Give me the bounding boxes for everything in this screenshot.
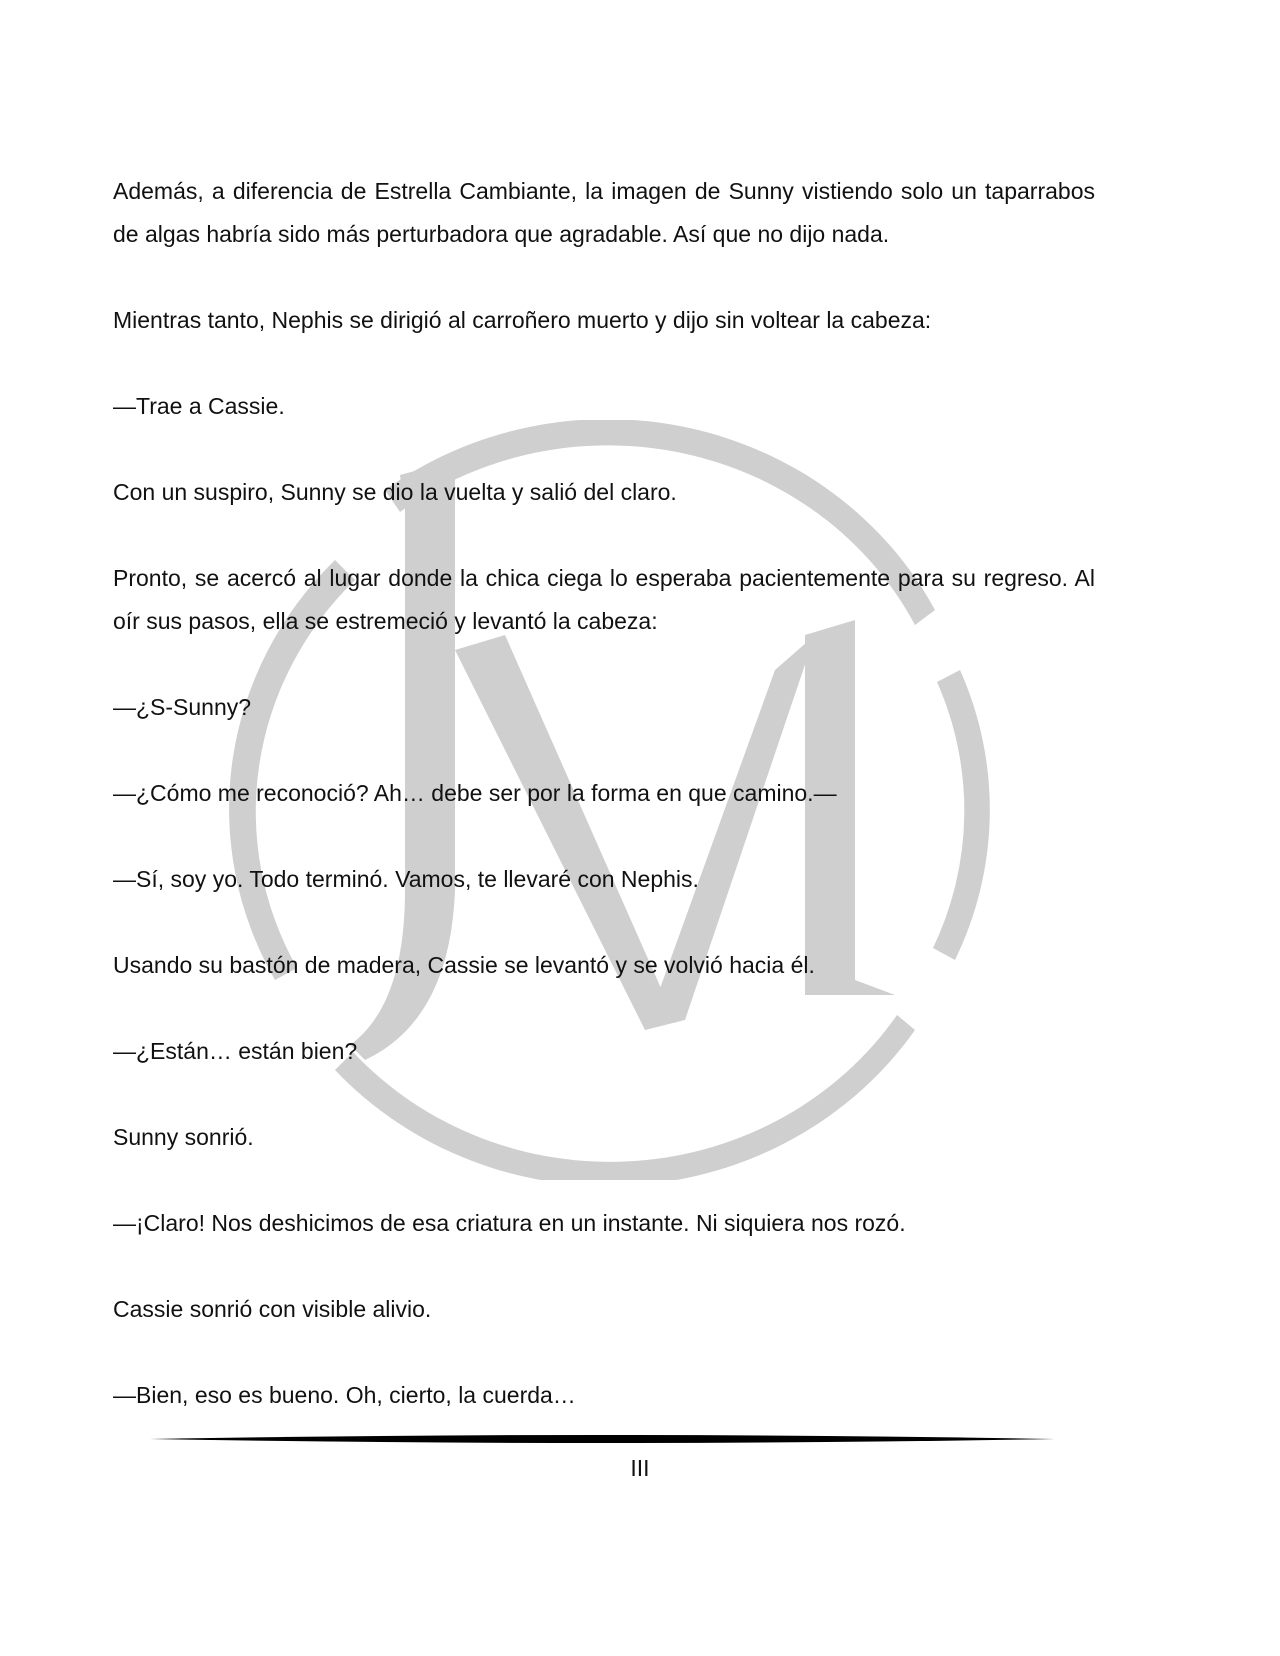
paragraph: Sunny sonrió. [113,1124,254,1150]
paragraph: Además, a diferencia de Estrella Cambiante, la imagen de Sunny vistiendo solo un taparrabos de algas habría sido más perturbadora que agradable. Así que no dijo nada. [113,178,1095,247]
paragraph: —Sí, soy yo. Todo terminó. Vamos, te llevaré con Nephis. [113,866,699,892]
paragraph: —¿Están… están bien? [113,1038,358,1064]
document-body [113,170,1095,1460]
page-number: III [630,1455,650,1481]
paragraph: Mientras tanto, Nephis se dirigió al carroñero muerto y dijo sin voltear la cabeza: [113,307,932,333]
paragraph: Con un suspiro, Sunny se dio la vuelta y salió del claro. [113,479,677,505]
page-divider [150,1432,1055,1446]
paragraph: —Trae a Cassie. [113,393,285,419]
paragraph: Cassie sonrió con visible alivio. [113,1296,432,1322]
paragraph: Usando su bastón de madera, Cassie se levantó y se volvió hacia él. [113,952,815,978]
paragraph: —¿S-Sunny? [113,694,252,720]
paragraph: —¡Claro! Nos deshicimos de esa criatura en un instante. Ni siquiera nos rozó. [113,1210,906,1236]
paragraph: —¿Cómo me reconoció? Ah… debe ser por la forma en que camino.— [113,780,837,806]
paragraph: Pronto, se acercó al lugar donde la chica ciega lo esperaba pacientemente para su regreso. Al oír sus pasos, ella se estremeció y levantó la cabeza: [113,565,1095,634]
paragraph: —Bien, eso es bueno. Oh, cierto, la cuerda… [113,1382,576,1408]
